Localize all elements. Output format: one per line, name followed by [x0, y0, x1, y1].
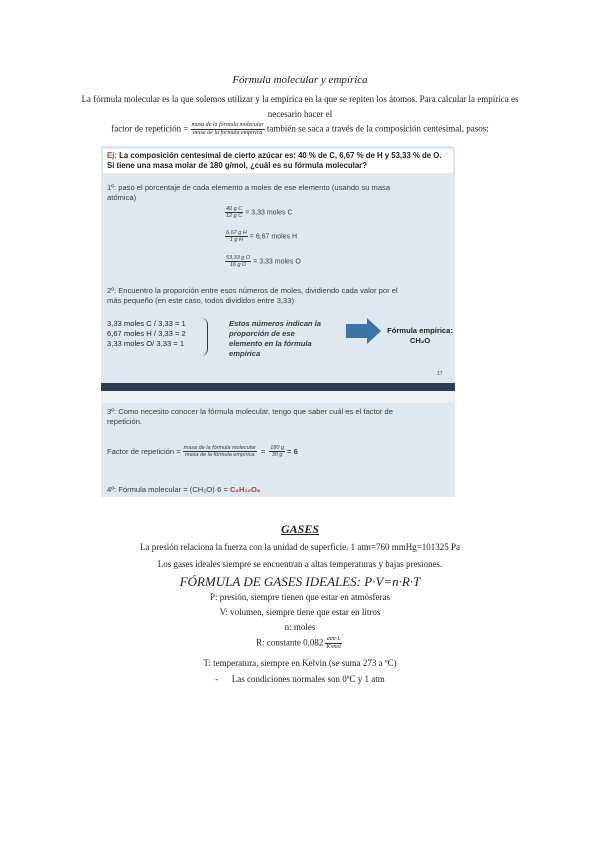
r-definition [0, 636, 600, 651]
slide-page-number: 17 [437, 371, 443, 377]
empirical-result [385, 326, 455, 346]
r-unit-num: atm·L [326, 636, 341, 642]
normal-conditions: Las condiciones normales son 0ºC y 1 atm [231, 674, 385, 684]
pressure-line: La presión relaciona la fuerza con la unidad de superficie. 1 atm=760 mmHg=101325 Pa [139, 542, 461, 552]
v-definition: V: volumen, siempre tiene que estar en litros [219, 607, 381, 617]
step2-line-1: 2º: Encuentro la proporción entre esos números de moles, dividiendo cada valor por el [107, 286, 398, 295]
empirical-formula: CH₂O [409, 336, 431, 345]
note-line-3: elemento en la fórmula [229, 339, 312, 348]
factor-calc-label: Factor de repetición = [107, 446, 181, 456]
slide-factor [101, 403, 455, 497]
slide-divider [101, 383, 455, 391]
calc-hydrogen-den: 1 g H [229, 237, 243, 243]
factor-line [0, 122, 600, 137]
note-text [229, 319, 343, 359]
calc-carbon-num: 40 g C [226, 206, 243, 212]
factor-fraction [191, 122, 265, 137]
n-definition: n: moles [284, 622, 316, 632]
ratio-oxygen: 3,33 moles O/ 3,33 = 1 [107, 339, 185, 348]
step3-line-2: repetición. [107, 417, 143, 426]
p-definition: P: presión, siempre tienen que estar en atmósferas [210, 592, 390, 602]
normal-conditions-line [0, 674, 600, 684]
step2-text [107, 286, 398, 306]
r-prefix: R: constante 0,082 [256, 637, 324, 648]
step2-line-2: más pequeño (en este caso, todos divididos entre 3,33) [107, 296, 295, 305]
step1-line-1: 1º: paso el porcentaje de cada elemento a moles de ese elemento (usando su masa [107, 183, 391, 192]
ej-label: Ej: [107, 151, 117, 160]
ideal-gases-line: Los gases ideales siempre se encuentran a altas temperaturas y bajas presiones. [157, 559, 443, 569]
step3-text [107, 407, 393, 427]
calc-oxygen-den: 16 g O [229, 262, 247, 268]
brace-shape [201, 318, 208, 356]
r-unit-den: K·mol [326, 644, 341, 650]
factor-value-num: 180 g [270, 445, 285, 451]
step3-line-1: 3º: Como necesito conocer la fórmula molecular, tengo que saber cuál es el factor de [107, 407, 394, 416]
factor-calc-num: masa de la fórmula molecular [183, 445, 256, 451]
ratio-list [107, 319, 186, 349]
calc-hydrogen-result: = 6,67 moles H [249, 233, 298, 241]
step1-text [107, 183, 390, 203]
calc-carbon-result: = 3,33 moles C [245, 209, 293, 217]
question-line-1: La composición centesimal de cierto azúcar es: 40 % de C, 6,67 % de H y 53,33 % de O. [116, 151, 442, 160]
ratio-hydrogen: 6,67 moles H / 3,33 = 2 [107, 329, 186, 338]
factor-value-result: = 6 [287, 446, 298, 456]
calc-hydrogen [223, 230, 297, 243]
calc-carbon-den: 12 g C [226, 213, 243, 219]
note-line-1: Estos números indican la [229, 319, 321, 328]
question-box [103, 149, 453, 173]
empirical-label: Fórmula empírica: [387, 326, 453, 335]
note-line-4: empírica [229, 349, 261, 358]
factor-suffix: también se saca a través de la composición centesimal, pasos: [266, 123, 489, 134]
step4-text [107, 485, 260, 495]
arrow-right-icon [367, 318, 381, 344]
gases-title: GASES [280, 522, 320, 536]
section-title: Fórmula molecular y empírica [232, 74, 368, 86]
slide-gap [101, 391, 455, 403]
ratio-carbon: 3,33 moles C / 3,33 = 1 [107, 319, 186, 328]
question-line-2: Si tiene una masa molar de 180 g/mol, ¿cuál es su fórmula molecular? [107, 161, 367, 170]
arrow-body [346, 324, 368, 338]
calc-oxygen-result: = 3,33 moles O [253, 258, 301, 266]
factor-denominator: masa de la fórmula empírica [193, 130, 263, 136]
intro-line-1: La fórmula molecular es la que solemos utilizar y la empírica en la que se repiten los átomos. Para calcular la empírica es [81, 94, 519, 104]
slide-example [101, 146, 455, 383]
t-definition: T: temperatura, siempre en Kelvin (se suma 273 a ºC) [203, 658, 397, 668]
intro-line-2: necesario hacer el [267, 109, 333, 119]
calc-oxygen [223, 255, 301, 268]
calc-oxygen-num: 53,33 g O [226, 255, 251, 261]
step1-line-2: atómica) [107, 193, 137, 202]
factor-value-den: 30 g [271, 452, 283, 458]
factor-prefix: factor de repetición = [111, 123, 189, 134]
bullet-dash: - [215, 674, 219, 684]
note-line-2: proporción de ese [229, 329, 295, 338]
factor-numerator: masa de la fórmula molecular [191, 122, 264, 128]
ideal-gas-formula: FÓRMULA DE GASES IDEALES: P·V=n·R·T [179, 574, 421, 589]
factor-calc-den: masa de la fórmula empírica [185, 452, 255, 458]
step4-prefix: 4º: Fórmula molecular = (CH₂O)·6 = [107, 485, 231, 494]
calc-carbon [223, 206, 293, 219]
calc-hydrogen-num: 6,67 g H [226, 230, 247, 236]
molecular-formula-result: C₆H₁₂O₆ [230, 485, 261, 494]
factor-calc: Factor de repetición = $\frac{\text{masa de la fórmula molecular}}{\text{masa de la fórmula empírica}}$ = $\frac{180 g}{30 g}$ = 6 [107, 445, 298, 458]
